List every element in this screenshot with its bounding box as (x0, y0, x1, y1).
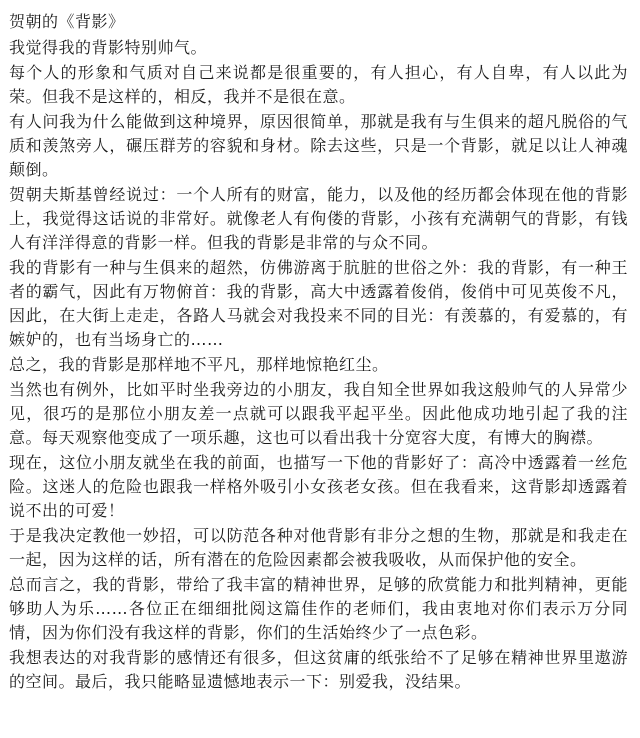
paragraph: 我觉得我的背影特别帅气。 (9, 38, 208, 57)
paragraph: 总之，我的背影是那样地不平凡，那样地惊艳红尘。 (9, 355, 389, 374)
paragraph: 总而言之，我的背影，带给了我丰富的精神世界，足够的欣赏能力和批判精神，更能够助人为乐……各位正在细细批阅这篇佳作的老师们，我由衷地对你们表示万分同情，因为你们没有我这样的背影，你们的生活始终少了一点色彩。 (9, 575, 628, 642)
paragraph: 有人问我为什么能做到这种境界，原因很简单，那就是我有与生俱来的超凡脱俗的气质和羡煞旁人，碾压群芳的容貌和身材。除去这些，只是一个背影，就足以让人神魂颠倒。 (9, 112, 628, 179)
paragraph: 现在，这位小朋友就坐在我的前面，也描写一下他的背影好了：高冷中透露着一丝危险。这迷人的危险也跟我一样格外吸引小女孩老女孩。但在我看来，这背影却透露着说不出的可爱！ (9, 453, 628, 520)
paragraph: 当然也有例外，比如平时坐我旁边的小朋友，我自知全世界如我这般帅气的人异常少见，很巧的是那位小朋友差一点就可以跟我平起平坐。因此他成功地引起了我的注意。每天观察他变成了一项乐趣，这也可以看出我十分宽容大度，有博大的胸襟。 (9, 380, 628, 447)
paragraph: 于是我决定教他一妙招，可以防范各种对他背影有非分之想的生物，那就是和我走在一起，因为这样的话，所有潜在的危险因素都会被我吸收，从而保护他的安全。 (9, 526, 628, 569)
paragraph: 贺朝夫斯基曾经说过：一个人所有的财富，能力，以及他的经历都会体现在他的背影上，我觉得这话说的非常好。就像老人有佝偻的背影，小孩有充满朝气的背影，有钱人有洋洋得意的背影一样。但我的背影是非常的与众不同。 (9, 185, 628, 252)
paragraph: 我的背影有一种与生俱来的超然，仿佛游离于肮脏的世俗之外：我的背影，有一种王者的霸气，因此有万物俯首：我的背影，高大中透露着俊俏，俊俏中可见英俊不凡，因此，在大街上走走，各路人马就会对我投来不同的目光：有羡慕的，有爱慕的，有嫉妒的，也有当场身亡的…… (9, 258, 628, 349)
document-title: 贺朝的《背影》 (9, 12, 125, 31)
paragraph: 每个人的形象和气质对自己来说都是很重要的，有人担心，有人自卑，有人以此为荣。但我不是这样的，相反，我并不是很在意。 (9, 63, 628, 106)
paragraph: 我想表达的对我背影的感情还有很多，但这贫庸的纸张给不了足够在精神世界里遨游的空间。最后，我只能略显遗憾地表示一下：别爱我，没结果。 (9, 648, 628, 691)
